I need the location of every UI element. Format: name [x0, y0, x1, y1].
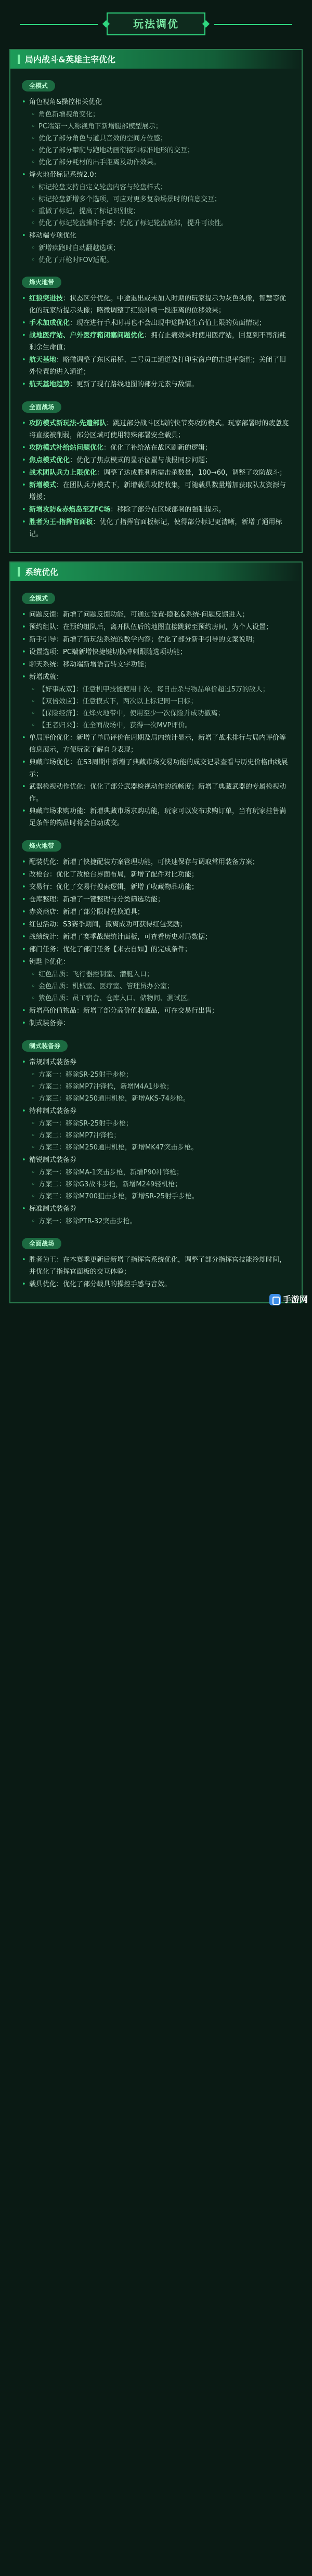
sub-item: ◦ 优化了部分耗材的出手距离及动作效果。: [22, 156, 290, 168]
item-text: 聊天系统：移动端新增语音转文字功能；: [29, 661, 151, 669]
list-item: [22, 516, 290, 540]
item-text: ：更新了现有路线地图的部分元素与敌情。: [70, 381, 199, 388]
card-combat: [9, 49, 303, 553]
list-item: [22, 96, 290, 108]
site-watermark: [269, 1293, 308, 1305]
sub-item: ◦ PC端第一人称视角下新增腿部模型展示；: [22, 121, 290, 133]
item-text: 部门任务：优化了部门任务【来去自如】的完成条件；: [29, 946, 192, 953]
group-tag: 全面战场: [22, 1238, 61, 1249]
item-text: 特种制式装备券: [29, 1107, 77, 1115]
list-item: [22, 354, 290, 378]
sub-item: ◦ 方案二：移除G3战斗步枪，新增M249轻机枪；: [22, 1179, 290, 1191]
item-text: 烽火地带标记系统2.0：: [29, 171, 101, 179]
item-text: 仓库整理：新增了一键整理与分类筛选功能；: [29, 896, 165, 904]
list-item: [22, 805, 290, 829]
sub-item: ◦ 【好事成双】：任意机甲技能使用十次，每日击杀与物品单价超过5万的敌人；: [22, 684, 290, 696]
group-divider: [22, 266, 290, 272]
sub-item: ◦ 方案二：移除MP7冲锋枪，新增M4A1步枪；: [22, 1081, 290, 1093]
item-text: 交易行：优化了交易行搜索逻辑，新增了收藏物品功能；: [29, 883, 199, 891]
list-item: [22, 894, 290, 906]
item-text: ：状态区分优化。中途退出或未加入时期的玩家提示为灰色头像，智慧等优化的玩家所提示头像；略微调整了红狼冲刺一段距离的位移效果；: [29, 295, 287, 315]
list-item: [22, 756, 290, 780]
watermark-text: 手游网: [282, 1294, 308, 1304]
item-keyword: 航天基地趋势: [29, 381, 70, 388]
item-text: 胜者为王：在本赛季更新后新增了指挥官系统优化，调整了部分指挥官技能冷却时间，并优化了指挥官面板的交互体验；: [29, 1256, 287, 1276]
list-item: [22, 467, 290, 479]
sub-item: ◦ 方案一：移除PTR-32突击步枪。: [22, 1215, 290, 1227]
item-text: ：在团队兵力模式下，新增载具攻防收集，可随载具数量增加获取队友资源与增援；: [29, 481, 287, 501]
item-text: ：优化了补给站在战区刷新的逻辑；: [103, 444, 212, 452]
card-title: 系统优化: [25, 567, 59, 577]
sub-item: ◦ 【双倍效应】：任意模式下，两次以上标记同一目标；: [22, 696, 290, 708]
item-text: 问题反馈：新增了问题反馈功能，可通过设置-隐私&系统-问题反馈进入；: [29, 611, 249, 619]
list-item: [22, 781, 290, 805]
item-text: 典藏市场优化：在S3周期中新增了典藏市场交易功能的成交记录查看与历史价格曲线展示；: [29, 759, 288, 778]
list-item: [22, 671, 290, 683]
list-item: [22, 1203, 290, 1215]
item-text: ：拥有止痛效果时使用医疗站，回复到不再消耗剩余生命值；: [29, 332, 287, 351]
list-item: [22, 330, 290, 354]
item-keyword: 新增模式: [29, 481, 57, 489]
item-text: 新增高价值物品：新增了部分高价值收藏品，可在交易行出售；: [29, 1007, 219, 1015]
item-text: ：调整了达成胜利所需击杀数量，100→60，调整了攻防战斗；: [97, 469, 287, 477]
sub-item: ◦ 新增疾跑时自动翻越选项；: [22, 242, 290, 254]
item-keyword: 红狼突进技: [29, 295, 63, 303]
sub-item: ◦ 优化了开枪时FOV适配。: [22, 254, 290, 266]
item-keyword: 新增攻防&赤焰岛至ZFC场: [29, 506, 111, 514]
list-item: [22, 1056, 290, 1068]
sub-item: ◦ 方案一：移除MA-1突击步枪，新增P90冲锋枪；: [22, 1167, 290, 1179]
group-divider: [22, 1227, 290, 1234]
list-item: [22, 1005, 290, 1017]
group-divider: [22, 391, 290, 397]
banner-line-left: [20, 24, 98, 25]
list-item: [22, 931, 290, 943]
sub-item: ◦ 金色品质：机械室、医疗室、管理员办公室；: [22, 980, 290, 992]
item-text: 新增成就：: [29, 673, 63, 681]
sub-item: ◦ 优化了标记轮盘操作手感；优化了标记轮盘底部，提升可读性。: [22, 217, 290, 229]
list-item: [22, 732, 290, 756]
list-item: [22, 1254, 290, 1278]
list-item: [22, 1017, 290, 1029]
card-header: [10, 563, 302, 581]
list-item: [22, 881, 290, 893]
group-divider: [22, 830, 290, 836]
sub-item: ◦ 方案三：移除M250通用机枪，新增MK47突击步枪。: [22, 1142, 290, 1154]
list-item: [22, 646, 290, 658]
item-text: 常规制式装备券: [29, 1058, 77, 1066]
item-text: ：优化了指挥官面板标记，使得部分标记更清晰，新增了通用标记。: [29, 518, 282, 538]
list-item: [22, 906, 290, 918]
banner-line-right: [214, 24, 292, 25]
list-item: [22, 1154, 290, 1166]
sub-item: ◦ 优化了部分角色与道具音效的空间方位感；: [22, 133, 290, 145]
list-item: [22, 442, 290, 454]
sub-item: ◦ 角色新增视角变化；: [22, 109, 290, 121]
list-item: [22, 378, 290, 390]
item-text: 单局评价优化：新增了单局评价在周期及局内统计显示，新增了战术排行与局内评价等信息展示，方便玩家了解自身表现；: [29, 734, 287, 754]
group-tag: 烽火地带: [22, 277, 61, 288]
item-keyword: 攻防模式补给站问题优化: [29, 444, 104, 452]
sub-item: ◦ 标记轮盘新增多个选项，可应对更多复杂场景时的信息交互；: [22, 193, 290, 205]
item-text: ：跳过部分战斗区域的快节奏攻防模式。玩家部署时的疲惫度将直接被削弱，部分区域可使用特殊部署安全载具；: [29, 420, 289, 439]
list-item: [22, 956, 290, 968]
sub-item: ◦ 紫色品质：员工宿舍、仓库入口、储物间、测试区。: [22, 992, 290, 1004]
group-tag: 烽火地带: [22, 840, 61, 852]
group-tag: 全模式: [22, 593, 55, 604]
list-item: [22, 1278, 290, 1290]
list-item: [22, 317, 290, 329]
item-text: 战绩统计：新增了赛季战绩统计面板，可查看历史对局数据；: [29, 933, 212, 941]
item-keyword: 焦点模式优化: [29, 456, 70, 464]
sub-item: ◦ 方案三：移除M250通用机枪，新增AKS-74步枪。: [22, 1093, 290, 1105]
item-text: 预约组队：在预约组队后，离开队伍后的地图直接跳转至预约房间，为个人设置；: [29, 623, 273, 631]
sub-item: ◦ 重做了标记，提高了标记识别度；: [22, 205, 290, 217]
item-keyword: 战地医疗站、户外医疗箱闭塞问题优化: [29, 332, 145, 339]
list-item: [22, 609, 290, 621]
article-page: [0, 7, 312, 1309]
item-keyword: 战术团队兵力上限优化: [29, 469, 97, 477]
item-text: 赤炎商店：新增了部分限时兑换道具；: [29, 908, 145, 916]
sub-item: ◦ 方案三：移除M700狙击步枪，新增SR-25射手步枪。: [22, 1191, 290, 1202]
list-item: [22, 1105, 290, 1117]
banner-title: 玩法调优: [107, 12, 205, 35]
list-item: [22, 869, 290, 881]
item-text: 制式装备券：: [29, 1019, 70, 1027]
item-text: 设置选项：PC端新增快捷键切换冲刺跟随选项功能；: [29, 648, 187, 656]
list-item: [22, 417, 290, 441]
item-text: ：略微调整了东区吊桥、二号员工通道及打印室窗户的击退平衡性；关闭了旧外位置的进入通道；: [29, 356, 287, 376]
card-body: [10, 69, 302, 540]
group-tag: 制式装备券: [22, 1040, 68, 1052]
header-bar-icon: [18, 55, 20, 64]
sub-item: ◦ 方案二：移除MP7冲锋枪；: [22, 1130, 290, 1142]
item-keyword: 航天基地: [29, 356, 57, 364]
sub-item: ◦ 标记轮盘支持自定义轮盘内容与轮盘样式；: [22, 181, 290, 193]
list-item: [22, 479, 290, 503]
header-bar-icon: [18, 567, 20, 577]
item-text: 载具优化：优化了部分载具的操控手感与音效。: [29, 1280, 172, 1288]
item-text: 配装优化：新增了快捷配装方案管理功能，可快速保存与调取常用装备方案；: [29, 858, 259, 866]
sub-item: ◦ 红色品质：飞行器控制室、潜艇入口；: [22, 969, 290, 980]
sub-item: ◦ 【王者归来】：在全面战场中，获得一次MVP评价。: [22, 720, 290, 731]
card-header: [10, 50, 302, 69]
list-item: [22, 454, 290, 466]
item-text: 移动端专项优化: [29, 232, 77, 240]
item-text: 改枪台：优化了改枪台界面布局，新增了配件对比功能；: [29, 871, 199, 879]
item-text: 典藏市场求购功能：新增典藏市场求购功能，玩家可以发布求购订单，当有玩家挂售满足条件的物品时将会自动成交。: [29, 807, 287, 827]
card-title: 局内战斗&英雄主宰优化: [25, 54, 115, 64]
item-keyword: 胜者为王-指挥官面板: [29, 518, 93, 526]
item-text: 标准制式装备券: [29, 1205, 77, 1213]
item-text: ：移除了部分在区域部署的强制提示。: [110, 506, 226, 514]
sub-item: ◦ 方案一：移除SR-25射手步枪；: [22, 1069, 290, 1081]
sub-item: ◦ 【保险经济】：在烽火地带中，使用至少一次保险并成功撤离；: [22, 708, 290, 720]
card-system: [9, 561, 303, 1303]
item-text: 角色视角&操控相关优化: [29, 98, 102, 106]
list-item: [22, 944, 290, 956]
item-keyword: 手术加成优化: [29, 319, 70, 327]
item-text: 新手引导：新增了新玩法系统的教学内容；优化了部分新手引导的文案说明；: [29, 636, 259, 644]
card-body: [10, 581, 302, 1290]
list-item: [22, 169, 290, 181]
site-logo-icon: [269, 1294, 281, 1305]
list-item: [22, 230, 290, 242]
list-item: [22, 621, 290, 633]
item-text: ：优化了焦点模式的显示位置与战报同步问题；: [70, 456, 212, 464]
group-tag: 全模式: [22, 80, 55, 91]
group-tag: 全面战场: [22, 401, 61, 413]
list-item: [22, 634, 290, 646]
item-text: 武器检视动作优化：优化了部分武器检视动作的流畅度；新增了典藏武器的专属检视动作。: [29, 783, 287, 803]
item-text: ：现在进行手术时再也不会出现中途降低生命值上限的负面情况；: [70, 319, 266, 327]
list-item: [22, 919, 290, 931]
section-banner: [9, 7, 303, 41]
list-item: [22, 293, 290, 317]
group-divider: [22, 1030, 290, 1036]
item-text: 钥匙卡优化：: [29, 958, 70, 966]
item-text: 精锐制式装备券: [29, 1156, 77, 1164]
list-item: [22, 659, 290, 671]
list-item: [22, 856, 290, 868]
item-keyword: 攻防模式新玩法-先遣部队: [29, 420, 107, 427]
sub-item: ◦ 方案一：移除SR-25射手步枪；: [22, 1118, 290, 1130]
sub-item: ◦ 优化了部分攀爬与跑地动画衔接和标准地形的交互；: [22, 145, 290, 156]
list-item: [22, 504, 290, 516]
item-text: 红包活动：S3赛季期间，撤离成功可获得红包奖励；: [29, 921, 187, 929]
